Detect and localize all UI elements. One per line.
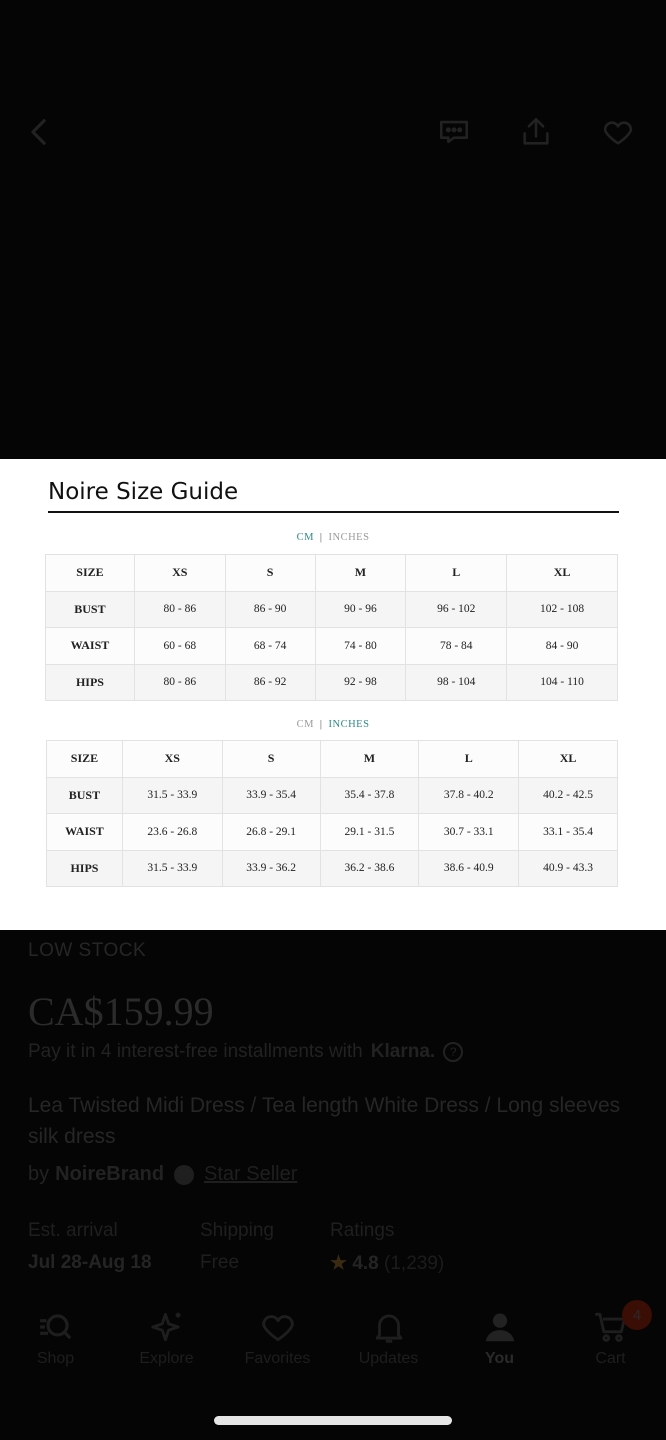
arrival-value: Jul 28-Aug 18	[28, 1252, 152, 1273]
star-icon: ★	[330, 1253, 348, 1274]
unit-separator: |	[319, 532, 323, 543]
table-cell: 33.9 - 36.2	[222, 850, 320, 887]
table-cell: 104 - 110	[507, 664, 618, 701]
stock-status: LOW STOCK	[28, 940, 147, 961]
table-cell: 30.7 - 33.1	[419, 814, 519, 851]
unit-toggle-inch-table	[0, 719, 666, 730]
unit-inches-option[interactable]: INCHES	[328, 532, 370, 543]
ratings-value	[330, 1252, 444, 1275]
table-header-row	[47, 741, 618, 778]
seller-byline	[28, 1163, 638, 1186]
size-table-cm	[45, 554, 618, 701]
cart-count-badge: 4	[622, 1300, 652, 1330]
table-cell: 33.9 - 35.4	[222, 777, 320, 814]
message-icon	[437, 115, 471, 149]
shipping-value: Free	[200, 1252, 240, 1273]
bell-icon	[370, 1308, 408, 1346]
table-cell: 78 - 84	[406, 628, 507, 665]
nav-updates[interactable]	[333, 1308, 444, 1388]
table-cell: 37.8 - 40.2	[419, 777, 519, 814]
row-label: BUST	[47, 777, 123, 814]
table-cell: 68 - 74	[225, 628, 315, 665]
table-cell: 98 - 104	[406, 664, 507, 701]
table-cell: 40.9 - 43.3	[519, 850, 618, 887]
table-cell: 26.8 - 29.1	[222, 814, 320, 851]
nav-label: Updates	[358, 1350, 419, 1367]
row-label: HIPS	[47, 850, 123, 887]
arrival-label: Est. arrival	[28, 1220, 118, 1241]
favorite-button[interactable]	[594, 108, 642, 156]
nav-label: Shop	[36, 1350, 75, 1367]
table-cell: 92 - 98	[315, 664, 406, 701]
nav-label: You	[484, 1350, 515, 1367]
by-label: by	[28, 1163, 50, 1185]
help-icon[interactable]: ?	[443, 1042, 463, 1062]
table-cell: 29.1 - 31.5	[320, 814, 419, 851]
seller-name[interactable]: NoireBrand	[55, 1163, 165, 1185]
nav-label: Explore	[139, 1350, 194, 1367]
share-icon	[519, 115, 553, 149]
table-row	[47, 850, 618, 887]
nav-favorites[interactable]	[222, 1308, 333, 1388]
nav-shop[interactable]	[0, 1308, 111, 1388]
table-header: XL	[507, 555, 618, 592]
table-row	[46, 591, 618, 628]
shipping-label: Shipping	[200, 1220, 274, 1241]
bottom-nav	[0, 1308, 666, 1388]
row-label: WAIST	[46, 628, 135, 665]
table-row	[46, 664, 618, 701]
table-cell: 102 - 108	[507, 591, 618, 628]
table-header: L	[406, 555, 507, 592]
table-cell: 36.2 - 38.6	[320, 850, 419, 887]
table-header: XL	[519, 741, 618, 778]
size-guide-modal	[0, 459, 666, 930]
user-icon	[481, 1308, 519, 1346]
size-table-inches	[46, 740, 618, 887]
unit-cm-active[interactable]: CM	[296, 532, 314, 543]
unit-cm-option[interactable]: CM	[296, 719, 314, 730]
unit-toggle-cm-table	[0, 532, 666, 543]
row-label: BUST	[46, 591, 135, 628]
table-header: M	[315, 555, 406, 592]
table-cell: 96 - 102	[406, 591, 507, 628]
arrival-info	[28, 1220, 152, 1274]
nav-explore[interactable]	[111, 1308, 222, 1388]
klarna-text: Pay it in 4 interest-free installments with	[28, 1041, 363, 1062]
table-row	[46, 628, 618, 665]
rating-score: 4.8	[352, 1253, 379, 1274]
ratings-label: Ratings	[330, 1220, 395, 1241]
table-cell: 33.1 - 35.4	[519, 814, 618, 851]
table-header: XS	[122, 741, 222, 778]
row-label: HIPS	[46, 664, 135, 701]
table-cell: 31.5 - 33.9	[122, 777, 222, 814]
nav-label: Cart	[595, 1350, 626, 1367]
chevron-left-icon	[23, 115, 57, 149]
star-seller-link[interactable]: Star Seller	[204, 1163, 298, 1185]
table-cell: 38.6 - 40.9	[419, 850, 519, 887]
klarna-installments	[28, 1041, 638, 1063]
shipping-info	[200, 1220, 274, 1274]
table-cell: 86 - 92	[225, 664, 315, 701]
row-label: WAIST	[47, 814, 123, 851]
nav-you[interactable]	[444, 1308, 555, 1388]
klarna-logo: Klarna.	[370, 1041, 436, 1062]
table-cell: 74 - 80	[315, 628, 406, 665]
table-header-row	[46, 555, 618, 592]
table-cell: 31.5 - 33.9	[122, 850, 222, 887]
table-header: S	[222, 741, 320, 778]
table-header: SIZE	[47, 741, 123, 778]
table-header: L	[419, 741, 519, 778]
heart-icon	[259, 1308, 297, 1346]
table-cell: 60 - 68	[134, 628, 225, 665]
modal-title: Noire Size Guide	[48, 479, 619, 513]
search-icon	[37, 1308, 75, 1346]
product-title: Lea Twisted Midi Dress / Tea length White Dress / Long sleeves silk dress	[28, 1094, 621, 1148]
unit-inches-active[interactable]: INCHES	[328, 719, 370, 730]
table-cell: 40.2 - 42.5	[519, 777, 618, 814]
table-cell: 80 - 86	[134, 664, 225, 701]
table-cell: 23.6 - 26.8	[122, 814, 222, 851]
table-cell: 35.4 - 37.8	[320, 777, 419, 814]
rating-count: (1,239)	[384, 1253, 445, 1274]
star-seller-badge-icon	[174, 1165, 194, 1185]
sparkle-icon	[148, 1308, 186, 1346]
unit-separator: |	[319, 719, 323, 730]
back-button[interactable]	[16, 108, 64, 156]
table-cell: 90 - 96	[315, 591, 406, 628]
ratings-info[interactable]	[330, 1220, 444, 1275]
table-header: M	[320, 741, 419, 778]
product-price: CA$159.99	[28, 989, 214, 1034]
home-indicator[interactable]	[214, 1416, 452, 1425]
table-header: S	[225, 555, 315, 592]
nav-label: Favorites	[244, 1350, 311, 1367]
table-header: XS	[134, 555, 225, 592]
heart-icon	[601, 115, 635, 149]
table-cell: 86 - 90	[225, 591, 315, 628]
table-cell: 84 - 90	[507, 628, 618, 665]
table-cell: 80 - 86	[134, 591, 225, 628]
table-row	[47, 777, 618, 814]
message-button[interactable]	[430, 108, 478, 156]
table-header: SIZE	[46, 555, 135, 592]
share-button[interactable]	[512, 108, 560, 156]
table-row	[47, 814, 618, 851]
